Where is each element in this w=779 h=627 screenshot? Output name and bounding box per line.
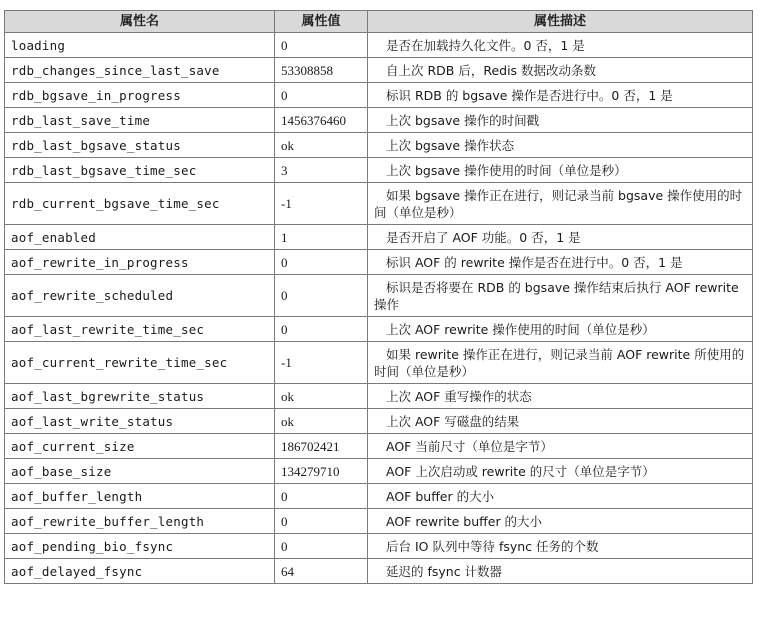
attribute-description: 上次 bgsave 操作状态 (368, 133, 753, 158)
attribute-value: 0 (275, 33, 368, 58)
header-row (5, 11, 753, 33)
attribute-name: aof_last_bgrewrite_status (5, 384, 275, 409)
table-row (5, 559, 753, 584)
table-row (5, 275, 753, 317)
attribute-description: 上次 bgsave 操作的时间戳 (368, 108, 753, 133)
table-row (5, 509, 753, 534)
table-row (5, 225, 753, 250)
attribute-description: 如果 rewrite 操作正在进行，则记录当前 AOF rewrite 所使用的时间（单位是秒） (368, 342, 753, 384)
table-row (5, 58, 753, 83)
attribute-value: 3 (275, 158, 368, 183)
attribute-name: aof_rewrite_scheduled (5, 275, 275, 317)
attribute-name: aof_buffer_length (5, 484, 275, 509)
table-row (5, 183, 753, 225)
header-attribute-value: 属性值 (275, 11, 368, 33)
attribute-value: 53308858 (275, 58, 368, 83)
attribute-value: 1 (275, 225, 368, 250)
attribute-description: 上次 AOF 重写操作的状态 (368, 384, 753, 409)
header-attribute-name: 属性名 (5, 11, 275, 33)
attribute-value: 0 (275, 317, 368, 342)
attribute-name: rdb_last_save_time (5, 108, 275, 133)
attribute-name: rdb_last_bgsave_time_sec (5, 158, 275, 183)
table-row (5, 108, 753, 133)
attribute-description: AOF buffer 的大小 (368, 484, 753, 509)
attribute-description: 上次 AOF rewrite 操作使用的时间（单位是秒） (368, 317, 753, 342)
table-row (5, 384, 753, 409)
table-row (5, 534, 753, 559)
attribute-name: rdb_changes_since_last_save (5, 58, 275, 83)
attribute-description: 上次 AOF 写磁盘的结果 (368, 409, 753, 434)
attribute-value: 134279710 (275, 459, 368, 484)
attribute-value: 0 (275, 484, 368, 509)
attribute-name: loading (5, 33, 275, 58)
attribute-name: aof_last_rewrite_time_sec (5, 317, 275, 342)
redis-persistence-attributes-table (4, 10, 753, 584)
attribute-description: 是否开启了 AOF 功能。0 否，1 是 (368, 225, 753, 250)
attribute-name: aof_current_size (5, 434, 275, 459)
table-row (5, 434, 753, 459)
table-row (5, 133, 753, 158)
attribute-value: ok (275, 133, 368, 158)
attribute-name: aof_current_rewrite_time_sec (5, 342, 275, 384)
table-row (5, 158, 753, 183)
attribute-name: aof_rewrite_in_progress (5, 250, 275, 275)
attribute-description: AOF rewrite buffer 的大小 (368, 509, 753, 534)
table-row (5, 459, 753, 484)
table-row (5, 33, 753, 58)
attribute-name: aof_last_write_status (5, 409, 275, 434)
attribute-description: 标识 RDB 的 bgsave 操作是否进行中。0 否，1 是 (368, 83, 753, 108)
table-body (5, 33, 753, 584)
attribute-name: rdb_last_bgsave_status (5, 133, 275, 158)
attribute-value: 0 (275, 509, 368, 534)
attribute-description: 自上次 RDB 后，Redis 数据改动条数 (368, 58, 753, 83)
attribute-value: 0 (275, 534, 368, 559)
attribute-description: 后台 IO 队列中等待 fsync 任务的个数 (368, 534, 753, 559)
attribute-description: 如果 bgsave 操作正在进行，则记录当前 bgsave 操作使用的时间（单位是秒） (368, 183, 753, 225)
attribute-value: 0 (275, 83, 368, 108)
table-row (5, 250, 753, 275)
attribute-value: ok (275, 409, 368, 434)
attribute-value: 0 (275, 250, 368, 275)
attribute-description: 是否在加载持久化文件。0 否，1 是 (368, 33, 753, 58)
attribute-description: 上次 bgsave 操作使用的时间（单位是秒） (368, 158, 753, 183)
table-row (5, 317, 753, 342)
table-header (5, 11, 753, 33)
attribute-value: ok (275, 384, 368, 409)
attribute-value: -1 (275, 183, 368, 225)
attribute-name: rdb_current_bgsave_time_sec (5, 183, 275, 225)
attribute-description: AOF 上次启动或 rewrite 的尺寸（单位是字节） (368, 459, 753, 484)
attribute-value: 64 (275, 559, 368, 584)
attribute-name: rdb_bgsave_in_progress (5, 83, 275, 108)
attribute-value: 186702421 (275, 434, 368, 459)
attribute-description: AOF 当前尺寸（单位是字节） (368, 434, 753, 459)
attribute-name: aof_delayed_fsync (5, 559, 275, 584)
attribute-name: aof_rewrite_buffer_length (5, 509, 275, 534)
attribute-value: -1 (275, 342, 368, 384)
table-row (5, 409, 753, 434)
attribute-description: 标识 AOF 的 rewrite 操作是否在进行中。0 否，1 是 (368, 250, 753, 275)
attribute-value: 1456376460 (275, 108, 368, 133)
header-attribute-description: 属性描述 (368, 11, 753, 33)
attribute-name: aof_pending_bio_fsync (5, 534, 275, 559)
attribute-description: 标识是否将要在 RDB 的 bgsave 操作结束后执行 AOF rewrite 操作 (368, 275, 753, 317)
table-row (5, 83, 753, 108)
table-row (5, 484, 753, 509)
attribute-value: 0 (275, 275, 368, 317)
attribute-description: 延迟的 fsync 计数器 (368, 559, 753, 584)
table-row (5, 342, 753, 384)
attribute-name: aof_base_size (5, 459, 275, 484)
attribute-name: aof_enabled (5, 225, 275, 250)
